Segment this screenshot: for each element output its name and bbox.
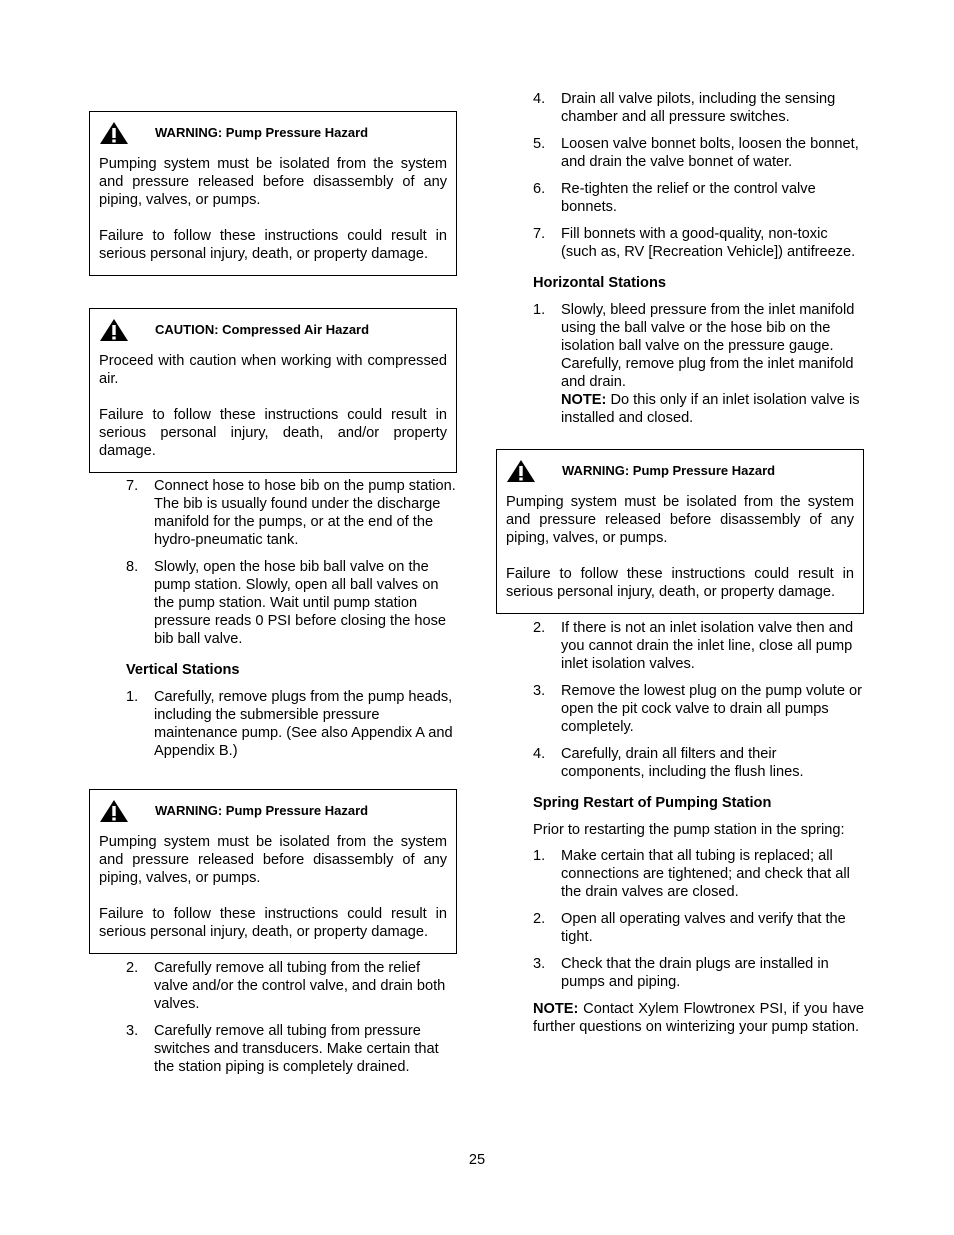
step-text: Slowly, open the hose bib ball valve on the pump station. Slowly, open all ball valves on the pump station. Wait until pump station pressure reads 0 PSI before closing the hose bib ball valve. (154, 559, 447, 647)
step-list (89, 959, 457, 1076)
step-number: 3. (533, 956, 546, 972)
list-item (496, 301, 864, 427)
warning-text: Pumping system must be isolated from the system and pressure released before disassembly of any piping, valves, or pumps. (99, 834, 447, 886)
warning-header (506, 459, 854, 483)
step-text: Check that the drain plugs are installed in pumps and piping. (561, 956, 829, 990)
step-number: 2. (533, 620, 546, 636)
warning-consequence-text: Failure to follow these instructions could result in serious personal injury, death, or property damage. (99, 906, 447, 940)
step-number: 4. (533, 746, 546, 762)
step-text: Carefully remove all tubing from the relief valve and/or the control valve, and drain both valves. (154, 960, 446, 1012)
warning-box-pump-pressure (89, 789, 457, 954)
caution-header (99, 318, 447, 342)
step-list (89, 477, 457, 648)
caution-text: Proceed with caution when working with compressed air. (99, 353, 447, 387)
step-text: Drain all valve pilots, including the sensing chamber and all pressure switches. (561, 91, 836, 125)
step-text: Slowly, bleed pressure from the inlet manifold using the ball valve or the hose bib on the isolation ball valve on the pressure gauge. Carefully, remove plug from the inlet manifold and drain. (561, 302, 855, 390)
step-number: 1. (533, 848, 546, 864)
list-item (496, 910, 864, 946)
step-number: 5. (533, 136, 546, 152)
page-number: 25 (468, 1152, 486, 1168)
list-item (89, 558, 457, 648)
section-heading-horizontal-stations: Horizontal Stations (533, 275, 666, 291)
list-item (496, 90, 864, 126)
step-text: Make certain that all tubing is replaced; all connections are tightened; and check that all the drain valves are closed. (561, 848, 850, 900)
list-item (496, 135, 864, 171)
section-heading-vertical-stations: Vertical Stations (126, 662, 240, 678)
caution-consequence-text: Failure to follow these instructions could result in serious personal injury, death, and/or property damage. (99, 407, 447, 459)
step-number: 3. (126, 1023, 139, 1039)
list-item (496, 225, 864, 261)
step-list (496, 619, 864, 781)
warning-icon (99, 121, 129, 145)
left-column (89, 111, 457, 1085)
warning-title: WARNING: Pump Pressure Hazard (562, 463, 776, 478)
list-item (496, 180, 864, 216)
step-list (496, 301, 864, 427)
step-text: Loosen valve bonnet bolts, loosen the bonnet, and drain the valve bonnet of water. (561, 136, 859, 170)
warning-consequence-text: Failure to follow these instructions could result in serious personal injury, death, or property damage. (99, 228, 447, 262)
step-text: Fill bonnets with a good-quality, non-toxic (such as, RV [Recreation Vehicle]) antifreeze. (561, 226, 856, 260)
step-number: 2. (533, 911, 546, 927)
list-item (496, 847, 864, 901)
caution-icon (99, 318, 129, 342)
warning-box-pump-pressure (496, 449, 864, 614)
step-list (496, 90, 864, 261)
warning-text: Pumping system must be isolated from the system and pressure released before disassembly of any piping, valves, or pumps. (99, 156, 447, 208)
final-note (533, 1000, 864, 1036)
warning-text: Pumping system must be isolated from the system and pressure released before disassembly of any piping, valves, or pumps. (506, 494, 854, 546)
step-text: Carefully, drain all filters and their components, including the flush lines. (561, 746, 804, 780)
step-text: Remove the lowest plug on the pump volute or open the pit cock valve to drain all pumps completely. (561, 683, 862, 735)
step-number: 3. (533, 683, 546, 699)
warning-icon (99, 799, 129, 823)
section-heading-spring-restart: Spring Restart of Pumping Station (533, 795, 772, 811)
note-text: Contact Xylem Flowtronex PSI, if you have further questions on winterizing your pump station. (533, 1001, 864, 1035)
list-item (89, 477, 457, 549)
step-text: If there is not an inlet isolation valve then and you cannot drain the inlet line, close all pump inlet isolation valves. (561, 620, 854, 672)
list-item (89, 688, 457, 760)
list-item (89, 959, 457, 1013)
step-number: 2. (126, 960, 139, 976)
list-item (496, 745, 864, 781)
step-text: Re-tighten the relief or the control valve bonnets. (561, 181, 816, 215)
warning-header (99, 799, 447, 823)
note-text: Do this only if an inlet isolation valve is installed and closed. (561, 392, 860, 426)
warning-consequence-text: Failure to follow these instructions could result in serious personal injury, death, or property damage. (506, 566, 854, 600)
step-number: 6. (533, 181, 546, 197)
caution-title: CAUTION: Compressed Air Hazard (155, 322, 370, 337)
step-number: 1. (533, 302, 546, 318)
list-item (89, 1022, 457, 1076)
warning-title: WARNING: Pump Pressure Hazard (155, 803, 369, 818)
right-column (496, 90, 864, 1036)
note-label: NOTE: (533, 1001, 579, 1017)
warning-header (99, 121, 447, 145)
step-number: 4. (533, 91, 546, 107)
warning-icon (506, 459, 536, 483)
list-item (496, 682, 864, 736)
step-list (89, 688, 457, 760)
step-text: Carefully, remove plugs from the pump heads, including the submersible pressure maintenance pump. (See also Appendix A and Appendix B.) (154, 689, 453, 759)
caution-box-compressed-air (89, 308, 457, 473)
note-label: NOTE: (561, 392, 607, 408)
step-text: Connect hose to hose bib on the pump station. The bib is usually found under the discharge manifold for the pumps, or at the end of the hydro-pneumatic tank. (154, 478, 456, 548)
warning-box-pump-pressure (89, 111, 457, 276)
list-item (496, 955, 864, 991)
step-number: 7. (126, 478, 139, 494)
step-text: Open all operating valves and verify that the tight. (561, 911, 846, 945)
step-number: 7. (533, 226, 546, 242)
step-text: Carefully remove all tubing from pressure switches and transducers. Make certain that the station piping is completely drained. (154, 1023, 439, 1075)
step-number: 8. (126, 559, 139, 575)
list-item (496, 619, 864, 673)
warning-title: WARNING: Pump Pressure Hazard (155, 125, 369, 140)
step-number: 1. (126, 689, 139, 705)
step-list (496, 847, 864, 991)
spring-intro-text: Prior to restarting the pump station in the spring: (533, 822, 845, 838)
